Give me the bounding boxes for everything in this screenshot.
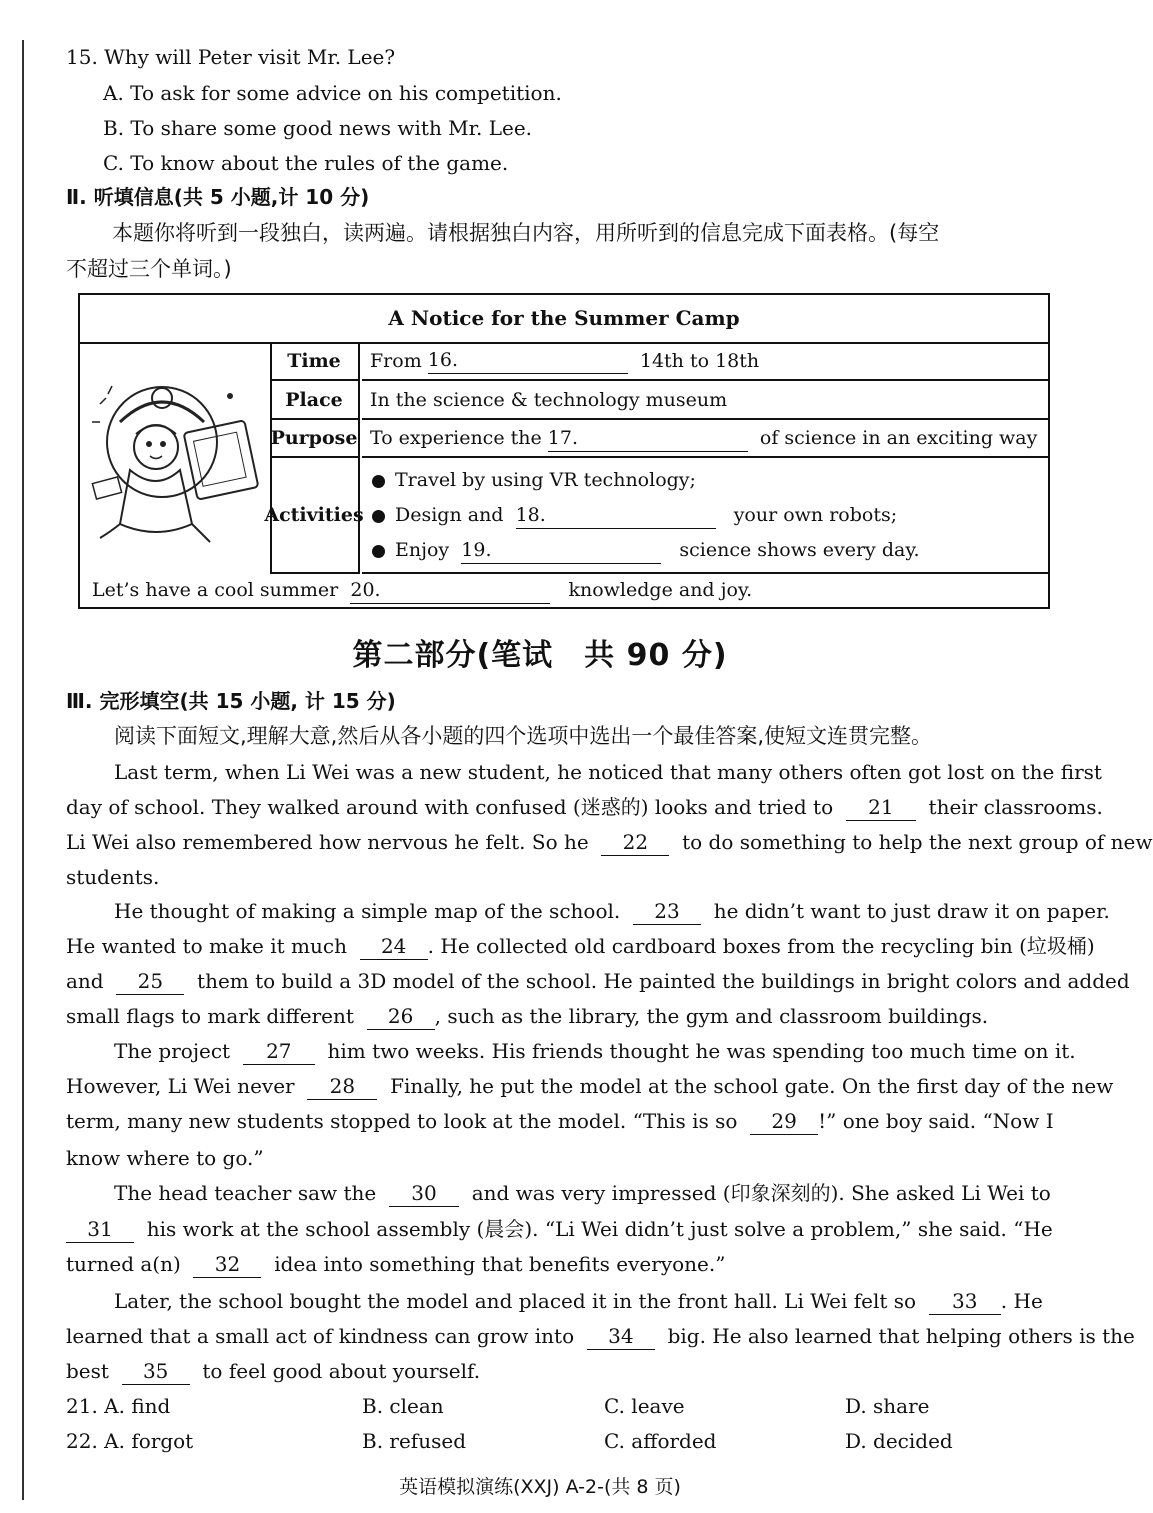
section-2-instruction-line1: 本题你将听到一段独白，读两遍。请根据独白内容，用所听到的信息完成下面表格。(每空 [112,221,940,245]
notice-table [78,293,1050,609]
q22-option-d[interactable]: D. decided [845,1429,953,1453]
passage-p1-line1: Last term, when Li Wei was a new student, he noticed that many others often got lost on the first [114,760,1102,784]
blank-31[interactable]: 31 [66,1216,134,1243]
purpose-prefix: To experience the [370,427,542,449]
footer-suffix: knowledge and joy. [568,579,753,601]
section-3-instruction: 阅读下面短文,理解大意,然后从各小题的四个选项中选出一个最佳答案,使短文连贯完整。 [114,724,933,748]
footer-prefix: Let’s have a cool summer [92,579,339,601]
passage-p2-line4: small flags to mark different 26 , such as the library, the gym and classroom buildings. [66,1004,989,1028]
activity-3 [372,535,920,565]
passage-p5-line3: best 35 to feel good about yourself. [66,1359,481,1383]
q21-option-a[interactable]: 21. A. find [66,1394,171,1418]
time-label: Time [270,342,360,381]
passage-p4-line3: turned a(n) 32 idea into something that benefits everyone.” [66,1252,726,1276]
place-value: In the science & technology museum [362,381,1048,420]
activity-3-prefix: Enjoy [395,539,450,561]
passage-p1-line4: students. [66,865,160,889]
passage-p3-line2: However, Li Wei never 28 Finally, he put the model at the school gate. On the first day of the new [66,1074,1114,1098]
blank-21[interactable]: 21 [846,794,916,821]
blank-23[interactable]: 23 [633,898,701,925]
activity-1 [372,465,696,495]
blank-32[interactable]: 32 [193,1251,261,1278]
passage-p2-line3: and 25 them to build a 3D model of the school. He painted the buildings in bright colors and added [66,969,1130,993]
time-row [362,342,1048,381]
blank-27[interactable]: 27 [243,1038,315,1065]
activity-3-suffix: science shows every day. [679,539,920,561]
q22-option-b[interactable]: B. refused [362,1429,466,1453]
passage-p5-line1: Later, the school bought the model and placed it in the front hall. Li Wei felt so 33 . He [114,1289,1043,1313]
passage-p3-line3: term, many new students stopped to look at the model. “This is so 29 !” one boy said. “Now I [66,1109,1054,1133]
q21-option-d[interactable]: D. share [845,1394,930,1418]
section-2-heading: Ⅱ. 听填信息(共 5 小题,计 10 分) [66,185,370,209]
passage-p4-line1: The head teacher saw the 30 and was very impressed (印象深刻的). She asked Li Wei to [114,1181,1051,1205]
q15-option-c: C. To know about the rules of the game. [103,151,509,175]
blank-29[interactable]: 29 [750,1108,818,1135]
activity-2-prefix: Design and [395,504,504,526]
purpose-row [362,420,1048,458]
bullet-icon [372,510,385,523]
purpose-label: Purpose [270,420,360,458]
blank-20[interactable]: 20. [350,577,550,604]
q22-option-c[interactable]: C. afforded [604,1429,717,1453]
section-3-heading: Ⅲ. 完形填空(共 15 小题, 计 15 分) [66,689,396,713]
blank-19[interactable]: 19. [461,537,661,564]
q15-option-a: A. To ask for some advice on his competition. [103,81,562,105]
activity-1-text: Travel by using VR technology; [395,469,696,491]
blank-30[interactable]: 30 [389,1180,459,1207]
blank-28[interactable]: 28 [307,1073,377,1100]
page-footer: 英语模拟演练(XXJ) A-2-(共 8 页) [399,1476,681,1498]
activities-cell [362,458,1048,574]
purpose-suffix: of science in an exciting way [759,427,1038,449]
blank-24[interactable]: 24 [360,933,428,960]
blank-33[interactable]: 33 [929,1288,1001,1315]
question-15: 15. Why will Peter visit Mr. Lee? [66,45,396,69]
bullet-icon [372,475,385,488]
notice-title: A Notice for the Summer Camp [80,295,1048,344]
q15-option-b: B. To share some good news with Mr. Lee. [103,116,533,140]
passage-p1-line2: day of school. They walked around with confused (迷惑的) looks and tried to 21 their classrooms. [66,795,1103,819]
blank-17[interactable]: 17. [548,425,748,452]
passage-p3-line1: The project 27 him two weeks. His friends thought he was spending too much time on it. [114,1039,1076,1063]
blank-34[interactable]: 34 [587,1323,655,1350]
blank-16[interactable]: 16. [428,347,628,374]
q21-option-b[interactable]: B. clean [362,1394,444,1418]
bullet-icon [372,545,385,558]
section-2-instruction-line2: 不超过三个单词。) [66,257,232,281]
blank-35[interactable]: 35 [122,1358,190,1385]
place-label: Place [270,381,360,420]
kid-vr-illustration-icon [80,342,270,574]
time-prefix: From [370,349,422,372]
blank-26[interactable]: 26 [367,1003,435,1030]
blank-25[interactable]: 25 [116,968,184,995]
passage-p4-line2: 31 his work at the school assembly (晨会). “Li Wei didn’t just solve a problem,” she said. “He [66,1214,1053,1244]
passage-p2-line1: He thought of making a simple map of the school. 23 he didn’t want to just draw it on paper. [114,899,1110,923]
passage-p2-line2: He wanted to make it much 24 . He collected old cardboard boxes from the recycling bin (垃圾桶) [66,934,1095,958]
blank-18[interactable]: 18. [516,502,716,529]
q21-option-c[interactable]: C. leave [604,1394,685,1418]
activities-label: Activities [270,458,360,574]
passage-p3-line4: know where to go.” [66,1146,264,1170]
activity-2 [372,500,897,530]
passage-p1-line3: Li Wei also remembered how nervous he felt. So he 22 to do something to help the next group of new [66,830,1153,854]
time-suffix: 14th to 18th [639,349,760,372]
blank-22[interactable]: 22 [601,829,669,856]
notice-footer-row [80,574,1048,607]
passage-p5-line2: learned that a small act of kindness can grow into 34 big. He also learned that helping others is the [66,1324,1135,1348]
camp-illustration [80,342,272,574]
activity-2-suffix: your own robots; [733,504,898,526]
part-2-title: 第二部分(笔试 共 90 分) [352,638,728,673]
q22-option-a[interactable]: 22. A. forgot [66,1429,194,1453]
